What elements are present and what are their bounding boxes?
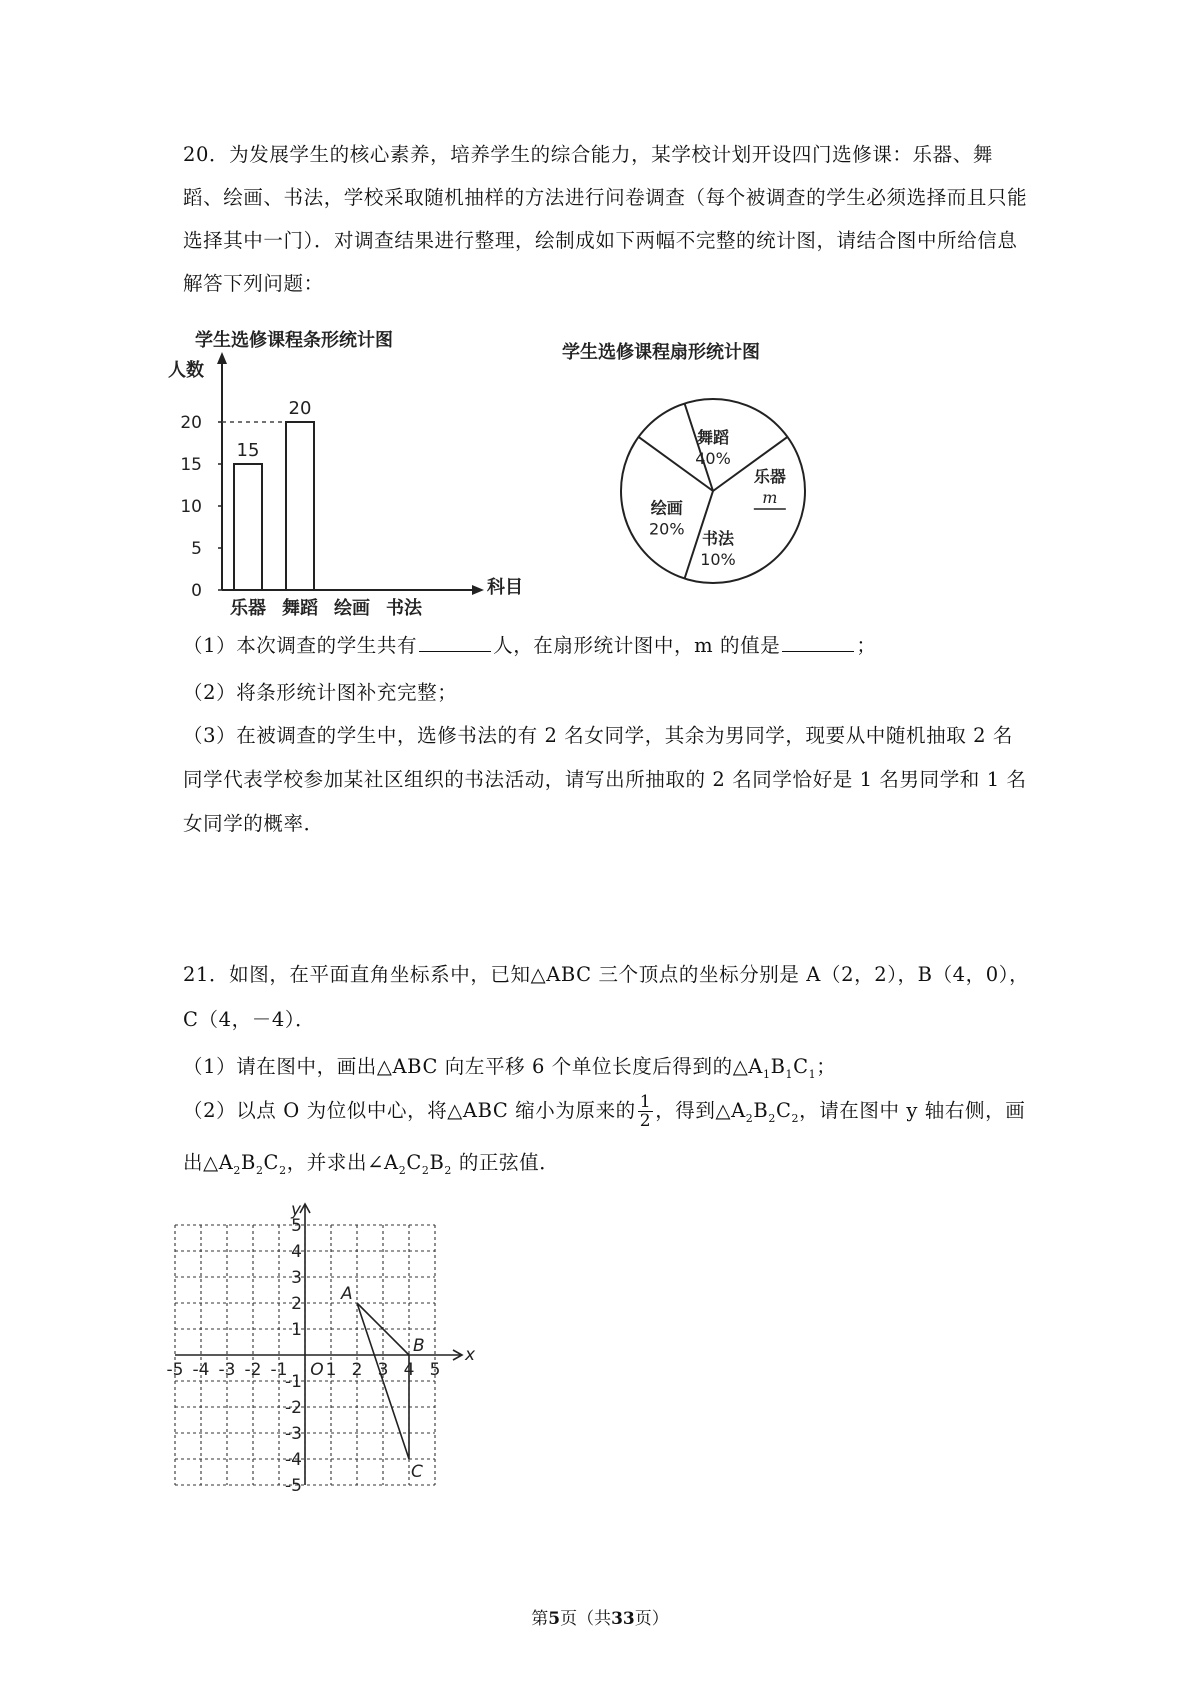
footer-suffix: 页） <box>634 1609 669 1629</box>
x-tick-label: 3 <box>377 1360 389 1380</box>
x-tick-label: 2 <box>351 1360 363 1380</box>
q20-sub3: （3）在被调查的学生中，选修书法的有 2 名女同学，其余为男同学，现要从中随机抽取 2 名同学代表学校参加某社区组织的书法活动，请写出所抽取的 2 名同学恰好是 1 名男同学和 1 名女同学的概率． <box>183 724 1027 835</box>
footer-page-number: 5 <box>548 1609 561 1629</box>
footer-prefix: 第 <box>531 1609 549 1629</box>
q20-sub1-text-c: ； <box>856 634 877 657</box>
q21-sub2-s3: 2 <box>791 1111 800 1125</box>
q21-sub2-s2: 2 <box>768 1111 776 1125</box>
pie-slice-percent: 40% <box>695 448 731 468</box>
q20-sub1-text-b: 人，在扇形统计图中，m 的值是 <box>493 634 781 657</box>
q21-line2: C（4，－4）． <box>183 1008 316 1031</box>
coordinate-grid <box>166 1200 515 1535</box>
bar-value-label: 15 <box>236 440 260 461</box>
x-tick-label: -1 <box>270 1360 288 1380</box>
y-tick-label: 3 <box>291 1268 302 1288</box>
q21-sub2-c: B <box>753 1099 769 1122</box>
q20-sub1 <box>183 630 876 658</box>
answer-blank-m[interactable] <box>782 633 854 652</box>
q21-ll-f: B <box>429 1151 445 1174</box>
y-tick-label: -3 <box>285 1424 302 1444</box>
y-tick-label: -5 <box>285 1476 302 1496</box>
y-tick-label: -1 <box>285 1372 302 1392</box>
bar-chart-y-arrow <box>217 352 227 364</box>
q21-ll-s6: 2 <box>444 1163 453 1177</box>
fraction-denominator: 2 <box>639 1111 652 1131</box>
q21-ll-g: 的正弦值． <box>452 1151 560 1174</box>
bar <box>286 422 314 590</box>
q21-sub1-d: ； <box>816 1055 837 1078</box>
y-tick-label: -4 <box>285 1450 302 1470</box>
x-tick-label: 1 <box>325 1360 337 1380</box>
q21-ll-e: C <box>406 1151 422 1174</box>
x-tick-label: 绘画 <box>334 598 370 619</box>
q21-sub2-s1: 2 <box>745 1111 754 1125</box>
vertex-label: B <box>413 1336 425 1356</box>
bar-value-label: 20 <box>288 398 312 419</box>
y-tick-label: 20 <box>180 413 202 433</box>
x-tick-label: 5 <box>429 1360 441 1380</box>
pie-slice-label: 乐器 <box>753 467 786 487</box>
q21-sub2-cont <box>183 1147 559 1177</box>
pie-slice-label: 舞蹈 <box>696 427 730 447</box>
q21-ll-c: C <box>263 1151 280 1174</box>
pie-slice-percent: 10% <box>700 549 736 569</box>
x-tick-label: -4 <box>192 1360 210 1380</box>
q21-ll-s1: 2 <box>233 1163 241 1177</box>
q21-ll-s2: 2 <box>255 1163 264 1177</box>
y-tick-label: 15 <box>180 455 202 475</box>
q21-sub1-c: C <box>793 1055 809 1078</box>
y-tick-label: 0 <box>191 581 202 601</box>
q21-sub2-b: ，得到△A <box>655 1099 746 1122</box>
q20-sub1-text-a: （1）本次调查的学生共有 <box>183 634 418 657</box>
q21-sub2-d: C <box>775 1099 792 1122</box>
pie-slice-label: 绘画 <box>650 498 683 518</box>
q21-sub1-b: B <box>770 1055 786 1078</box>
q21-ll-s3: 2 <box>279 1163 287 1177</box>
q21-sub1-a: （1）请在图中，画出△ABC 向左平移 6 个单位长度后得到的△A <box>183 1055 763 1078</box>
q21-ll-s4: 2 <box>398 1163 407 1177</box>
x-tick-label: 乐器 <box>230 598 266 619</box>
y-tick-label: 5 <box>191 539 202 559</box>
q21-line1: 21．如图，在平面直角坐标系中，已知△ABC 三个顶点的坐标分别是 A（2，2），B（4，0）， <box>183 963 1030 986</box>
q21-sub1-s2: 1 <box>785 1067 794 1081</box>
y-tick-label: -2 <box>285 1398 302 1418</box>
q21-ll-b: B <box>241 1151 256 1174</box>
q21-sub1-s3: 1 <box>808 1067 817 1081</box>
bar-chart <box>150 328 530 628</box>
x-tick-label: 书法 <box>386 598 422 619</box>
q21-ll-a: 出△A <box>183 1151 234 1174</box>
footer-middle: 页（共 <box>560 1609 612 1629</box>
q21-sub1-s1: 1 <box>762 1067 771 1081</box>
pie-slice-percent: m <box>762 488 778 508</box>
y-tick-label: 4 <box>291 1242 302 1262</box>
bar <box>234 464 262 590</box>
q21-sub2-e: ，请在图中 y 轴右侧，画 <box>799 1099 1026 1122</box>
y-tick-label: 1 <box>291 1320 302 1340</box>
q21-sub2 <box>183 1093 1025 1130</box>
y-tick-label: 5 <box>291 1216 302 1236</box>
x-tick-label: 舞蹈 <box>282 598 318 619</box>
y-axis-label: y <box>291 1200 302 1220</box>
q21-ll-s5: 2 <box>421 1163 430 1177</box>
x-tick-label: -3 <box>218 1360 236 1380</box>
q21-sub2-a: （2）以点 O 为位似中心，将△ABC 缩小为原来的 <box>183 1099 636 1122</box>
pie-slice-label: 书法 <box>701 528 734 548</box>
bar-chart-xlabel: 科目 <box>487 577 523 598</box>
x-tick-label: 4 <box>403 1360 415 1380</box>
vertex-label: A <box>341 1284 353 1304</box>
answer-blank-total[interactable] <box>419 633 491 652</box>
x-axis-label: x <box>465 1345 476 1365</box>
fraction-one-half <box>638 1093 653 1130</box>
origin-label: O <box>310 1360 324 1380</box>
y-tick-label: 10 <box>180 497 202 517</box>
pie-slice-percent: 20% <box>649 519 685 539</box>
x-tick-label: -2 <box>244 1360 262 1380</box>
fraction-numerator: 1 <box>639 1092 652 1112</box>
y-tick-label: 2 <box>291 1294 302 1314</box>
q21-ll-d: ，并求出∠A <box>286 1151 399 1174</box>
q20-sub2: （2）将条形统计图补充完整； <box>183 681 458 704</box>
footer-total-pages: 33 <box>611 1609 635 1629</box>
bar-chart-ylabel: 人数 <box>168 360 204 381</box>
bar-chart-x-arrow <box>472 585 484 595</box>
x-tick-label: -5 <box>166 1360 184 1380</box>
question-20-text: 20．为发展学生的核心素养，培养学生的综合能力，某学校计划开设四门选修课：乐器、舞蹈、绘画、书法，学校采取随机抽样的方法进行问卷调查（每个被调查的学生必须选择而且只能选择其中一门）．对调查结果进行整理，绘制成如下两幅不完整的统计图，请结合图中所给信息解答下列问题： <box>183 143 1028 295</box>
q21-sub1 <box>183 1051 836 1081</box>
bar-chart-title: 学生选修课程条形统计图 <box>195 330 393 351</box>
vertex-label: C <box>411 1462 423 1482</box>
page-footer <box>0 1604 1200 1629</box>
pie-chart-title: 学生选修课程扇形统计图 <box>562 342 760 363</box>
pie-chart <box>560 328 870 628</box>
